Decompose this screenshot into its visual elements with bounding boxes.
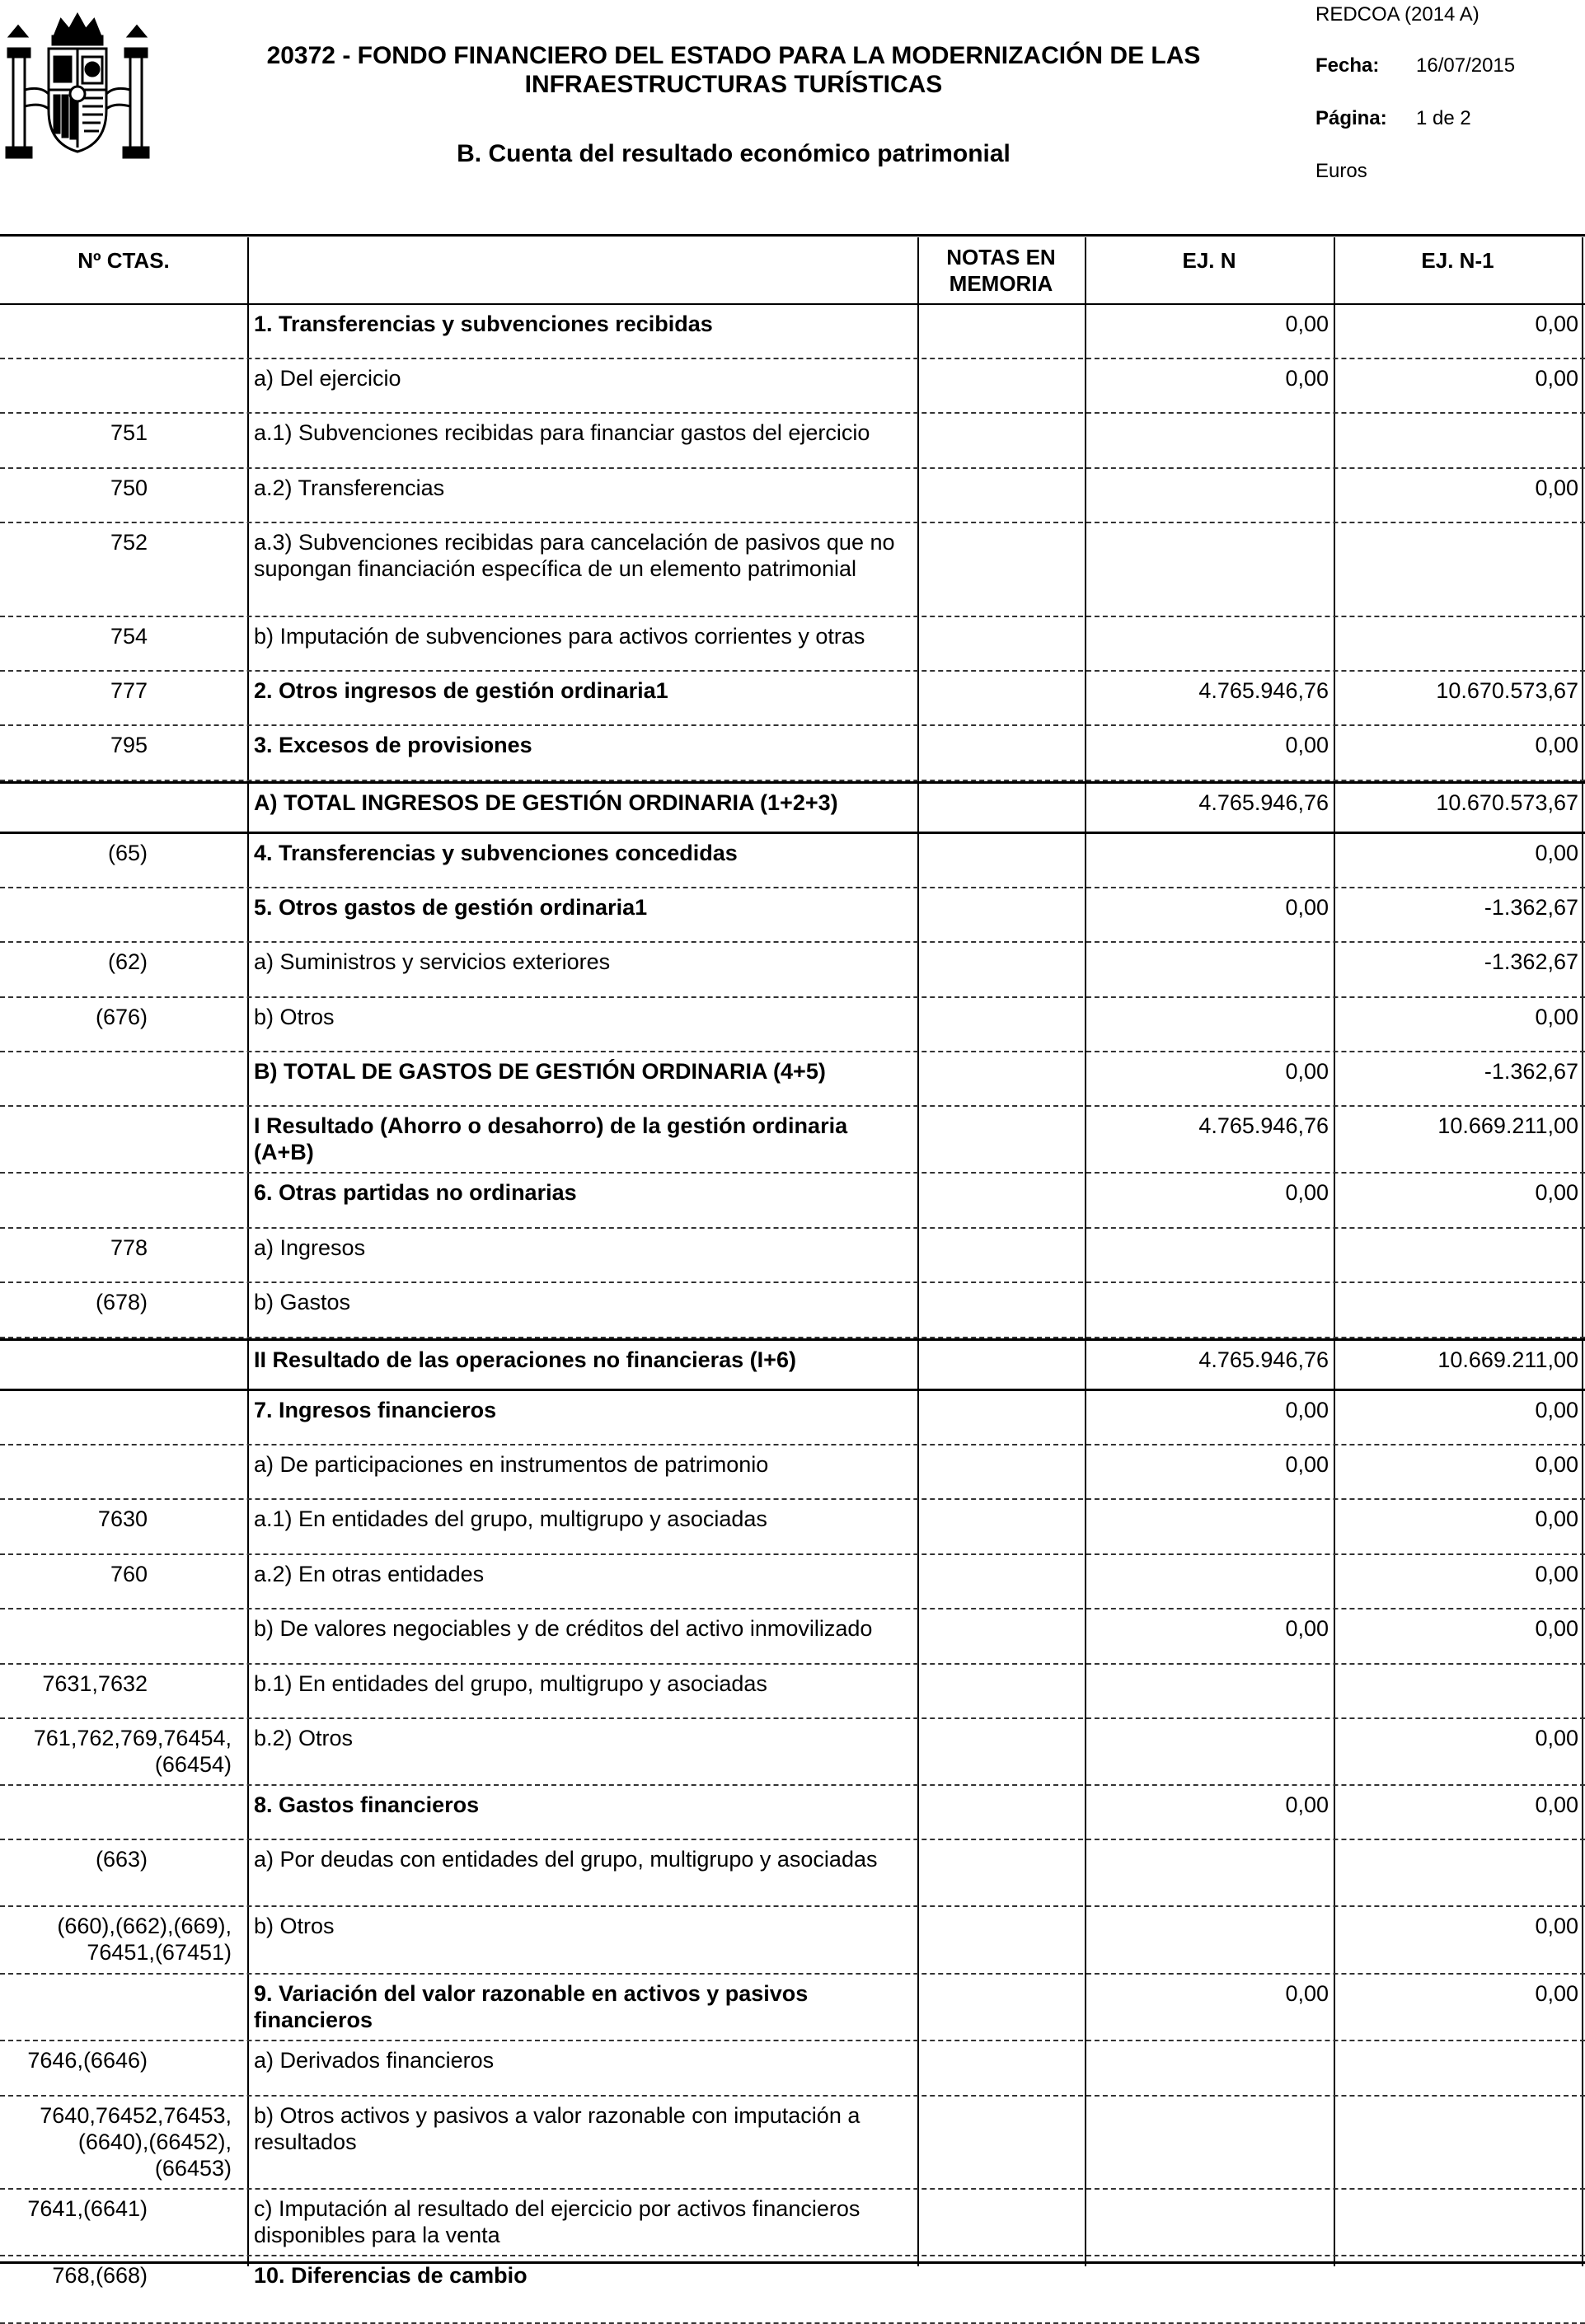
table-row — [0, 834, 1585, 888]
account-cell: 751 — [110, 420, 148, 445]
account-cell — [0, 359, 243, 412]
table-row — [0, 1500, 1585, 1555]
current-year-cell — [1086, 1500, 1332, 1553]
notes-cell — [917, 1391, 1082, 1444]
description-cell: II Resultado de las operaciones no financieras (I+6) — [254, 1347, 796, 1372]
prior-year-cell: 0,00 — [1535, 1005, 1578, 1029]
prior-year-cell: 0,00 — [1535, 1792, 1578, 1817]
description-cell: b) Otros — [254, 1005, 335, 1029]
account-cell: (660),(662),(669), 76451,(67451) — [57, 1914, 232, 1965]
account-cell: (62) — [107, 949, 148, 974]
fecha-row — [1315, 54, 1585, 77]
notes-cell — [917, 523, 1082, 616]
current-year-cell: 4.765.946,76 — [1198, 1113, 1329, 1138]
prior-year-cell: 0,00 — [1535, 1981, 1578, 2006]
current-year-cell — [1086, 1907, 1332, 1973]
current-year-cell — [1086, 1665, 1332, 1717]
description-cell: 6. Otras partidas no ordinarias — [254, 1180, 577, 1205]
table-row — [0, 1975, 1585, 2041]
table-row — [0, 1391, 1585, 1445]
prior-year-cell — [1336, 2097, 1582, 2188]
notes-cell — [917, 1229, 1082, 1281]
prior-year-cell: 10.670.573,67 — [1436, 678, 1578, 703]
description-cell: a) Por deudas con entidades del grupo, multigrupo y asociadas — [254, 1847, 878, 1872]
account-cell: (676) — [95, 1005, 148, 1029]
account-cell — [0, 305, 243, 358]
prior-year-cell — [1336, 1283, 1582, 1337]
description-cell: 2. Otros ingresos de gestión ordinaria1 — [254, 678, 668, 703]
table-row — [0, 1786, 1585, 1840]
description-cell: B) TOTAL DE GASTOS DE GESTIÓN ORDINARIA (4+5) — [254, 1059, 826, 1084]
notes-cell — [917, 1840, 1082, 1905]
current-year-cell: 0,00 — [1285, 1981, 1329, 2006]
prior-year-cell: 0,00 — [1535, 1562, 1578, 1586]
account-cell — [0, 1609, 243, 1663]
table-body — [0, 305, 1585, 2324]
notes-cell — [917, 726, 1082, 780]
account-cell — [0, 1341, 243, 1389]
table-row — [0, 2041, 1585, 2097]
table-row — [0, 1283, 1585, 1338]
table-row — [0, 617, 1585, 672]
description-cell: b) Gastos — [254, 1290, 351, 1314]
account-cell: 7641,(6641) — [27, 2196, 148, 2221]
current-year-cell: 0,00 — [1285, 1180, 1329, 1205]
notes-cell — [917, 1445, 1082, 1498]
description-cell: a.1) Subvenciones recibidas para financiar gastos del ejercicio — [254, 420, 870, 445]
description-cell: I Resultado (Ahorro o desahorro) de la gestión ordinaria (A+B) — [254, 1113, 848, 1164]
prior-year-cell — [1336, 2041, 1582, 2095]
account-cell: 761,762,769,76454, (66454) — [33, 1726, 232, 1777]
current-year-cell — [1086, 414, 1332, 467]
account-cell: 752 — [110, 530, 148, 555]
notes-cell — [917, 1907, 1082, 1973]
table-row — [0, 2190, 1585, 2256]
prior-year-cell — [1336, 2256, 1582, 2322]
account-cell — [0, 1174, 243, 1227]
notes-cell — [917, 617, 1082, 670]
notes-cell — [917, 1283, 1082, 1337]
current-year-cell — [1086, 523, 1332, 616]
notes-cell — [917, 414, 1082, 467]
notes-cell — [917, 1174, 1082, 1227]
description-cell: a.1) En entidades del grupo, multigrupo y asociadas — [254, 1506, 767, 1531]
footer-divider — [0, 2261, 1585, 2264]
description-cell: 9. Variación del valor razonable en activos y pasivos financieros — [254, 1981, 809, 2032]
prior-year-cell: 0,00 — [1535, 1616, 1578, 1641]
current-year-cell — [1086, 617, 1332, 670]
account-cell: (663) — [95, 1847, 148, 1872]
description-cell: 1. Transferencias y subvenciones recibidas — [254, 312, 713, 336]
current-year-cell — [1086, 1283, 1332, 1337]
description-cell: b) Imputación de subvenciones para activos corrientes y otras — [254, 624, 865, 649]
current-year-cell — [1086, 1229, 1332, 1281]
description-cell: a) Ingresos — [254, 1235, 366, 1260]
fecha-label: Fecha: — [1315, 54, 1380, 77]
account-cell: 7640,76452,76453, (6640),(66452), (66453) — [40, 2103, 232, 2181]
prior-year-cell — [1336, 2190, 1582, 2255]
prior-year-cell — [1336, 523, 1582, 616]
table-header — [0, 237, 1585, 305]
account-cell: 7631,7632 — [42, 1671, 148, 1696]
table-row — [0, 523, 1585, 617]
notes-cell — [917, 469, 1082, 522]
prior-year-cell — [1336, 1229, 1582, 1281]
account-cell — [0, 1391, 243, 1444]
notes-cell — [917, 2097, 1082, 2188]
prior-year-cell: 0,00 — [1535, 1398, 1578, 1422]
current-year-cell: 0,00 — [1285, 1452, 1329, 1477]
description-cell: 7. Ingresos financieros — [254, 1398, 497, 1422]
notes-cell — [917, 943, 1082, 996]
table-row — [0, 1665, 1585, 1719]
account-cell: (65) — [107, 841, 148, 865]
notes-cell — [917, 1341, 1082, 1389]
prior-year-cell: 0,00 — [1535, 1180, 1578, 1205]
prior-year-cell: 0,00 — [1535, 841, 1578, 865]
notes-cell — [917, 2190, 1082, 2255]
table-row — [0, 781, 1585, 834]
description-cell: a) Derivados financieros — [254, 2048, 495, 2073]
current-year-cell — [1086, 1719, 1332, 1784]
prior-year-cell: 0,00 — [1535, 476, 1578, 500]
account-cell — [0, 1107, 243, 1172]
account-cell: 795 — [110, 733, 148, 757]
description-cell: b) Otros activos y pasivos a valor razonable con imputación a resultados — [254, 2103, 860, 2154]
current-year-cell — [1086, 998, 1332, 1051]
prior-year-cell: 0,00 — [1535, 733, 1578, 757]
current-year-cell: 0,00 — [1285, 1792, 1329, 1817]
account-cell — [0, 784, 243, 832]
table-row — [0, 359, 1585, 414]
currency-units: Euros — [1315, 160, 1367, 182]
fecha-value: 16/07/2015 — [1416, 54, 1516, 77]
description-cell: a.2) En otras entidades — [254, 1562, 485, 1586]
account-cell: 754 — [110, 624, 148, 649]
prior-year-cell: 0,00 — [1535, 1452, 1578, 1477]
description-cell: 3. Excesos de provisiones — [254, 733, 532, 757]
table-row — [0, 1338, 1585, 1391]
notes-cell — [917, 2256, 1082, 2322]
table-row — [0, 943, 1585, 998]
current-year-cell: 0,00 — [1285, 366, 1329, 391]
col-header-notas-line1: NOTAS EN — [946, 245, 1056, 269]
notes-cell — [917, 834, 1082, 887]
table-row — [0, 1719, 1585, 1786]
prior-year-cell: 10.670.573,67 — [1436, 790, 1578, 815]
table-row — [0, 2097, 1585, 2190]
notes-cell — [917, 672, 1082, 724]
current-year-cell: 0,00 — [1285, 1398, 1329, 1422]
description-cell: a) Del ejercicio — [254, 366, 401, 391]
account-cell — [0, 1786, 243, 1839]
prior-year-cell: 10.669.211,00 — [1437, 1113, 1578, 1138]
table-row — [0, 888, 1585, 943]
description-cell: b) De valores negociables y de créditos del activo inmovilizado — [254, 1616, 873, 1641]
table-row — [0, 1174, 1585, 1229]
current-year-cell — [1086, 2256, 1332, 2322]
prior-year-cell: -1.362,67 — [1484, 895, 1578, 920]
prior-year-cell: 0,00 — [1535, 1726, 1578, 1750]
notes-cell — [917, 998, 1082, 1051]
prior-year-cell: 0,00 — [1535, 1506, 1578, 1531]
description-cell: 10. Diferencias de cambio — [254, 2263, 528, 2288]
pagina-value: 1 de 2 — [1416, 107, 1471, 129]
account-cell: 778 — [110, 1235, 148, 1260]
current-year-cell — [1086, 2190, 1332, 2255]
account-cell: 7630 — [97, 1506, 148, 1531]
col-header-notas-line2: MEMORIA — [949, 271, 1053, 296]
prior-year-cell — [1336, 1840, 1582, 1905]
description-cell: c) Imputación al resultado del ejercicio por activos financieros disponibles para la venta — [254, 2196, 860, 2247]
prior-year-cell: 0,00 — [1535, 312, 1578, 336]
current-year-cell: 4.765.946,76 — [1198, 1347, 1329, 1372]
notes-cell — [917, 1555, 1082, 1608]
pagina-row — [1315, 107, 1585, 130]
account-cell: 760 — [110, 1562, 148, 1586]
description-cell: a) De participaciones en instrumentos de patrimonio — [254, 1452, 769, 1477]
table-row — [0, 1445, 1585, 1500]
table-row — [0, 305, 1585, 359]
spanish-coat-of-arms-icon — [3, 12, 152, 168]
notes-cell — [917, 888, 1082, 941]
current-year-cell — [1086, 834, 1332, 887]
account-cell: 7646,(6646) — [27, 2048, 148, 2073]
current-year-cell — [1086, 469, 1332, 522]
current-year-cell: 4.765.946,76 — [1198, 678, 1329, 703]
report-code: REDCOA (2014 A) — [1315, 3, 1479, 26]
notes-cell — [917, 1786, 1082, 1839]
table-row — [0, 726, 1585, 781]
col-header-ej-n: EJ. N — [1182, 248, 1236, 273]
notes-cell — [917, 2041, 1082, 2095]
prior-year-cell: -1.362,67 — [1484, 1059, 1578, 1084]
account-cell: (678) — [95, 1290, 148, 1314]
table-row — [0, 1555, 1585, 1609]
description-cell: 5. Otros gastos de gestión ordinaria1 — [254, 895, 648, 920]
table-row — [0, 1052, 1585, 1107]
table-row — [0, 469, 1585, 523]
notes-cell — [917, 1719, 1082, 1784]
table-row — [0, 1609, 1585, 1665]
notes-cell — [917, 1975, 1082, 2040]
account-cell: 750 — [110, 476, 148, 500]
report-title-block — [198, 41, 1269, 168]
notes-cell — [917, 359, 1082, 412]
header-divider — [0, 234, 1585, 237]
report-title-line2: INFRAESTRUCTURAS TURÍSTICAS — [524, 71, 943, 98]
description-cell: b.1) En entidades del grupo, multigrupo y asociadas — [254, 1671, 767, 1696]
prior-year-cell — [1336, 1665, 1582, 1717]
account-cell — [0, 1445, 243, 1498]
current-year-cell — [1086, 1555, 1332, 1608]
prior-year-cell: 0,00 — [1535, 1914, 1578, 1938]
current-year-cell: 4.765.946,76 — [1198, 790, 1329, 815]
description-cell: a.3) Subvenciones recibidas para cancelación de pasivos que no supongan financiación específica de un elemento patrimonial — [254, 530, 895, 581]
account-cell — [0, 888, 243, 941]
col-header-ej-n1: EJ. N-1 — [1421, 248, 1494, 273]
table-row — [0, 672, 1585, 726]
notes-cell — [917, 1609, 1082, 1663]
description-cell: a.2) Transferencias — [254, 476, 445, 500]
description-cell: b) Otros — [254, 1914, 335, 1938]
account-cell — [0, 1052, 243, 1105]
col-header-notas — [917, 244, 1085, 297]
description-cell: b.2) Otros — [254, 1726, 354, 1750]
pagina-label: Página: — [1315, 107, 1387, 129]
results-table — [0, 237, 1585, 2324]
table-row — [0, 414, 1585, 469]
current-year-cell: 0,00 — [1285, 312, 1329, 336]
notes-cell — [917, 1500, 1082, 1553]
current-year-cell — [1086, 2041, 1332, 2095]
current-year-cell: 0,00 — [1285, 733, 1329, 757]
prior-year-cell — [1336, 617, 1582, 670]
report-title-line1: 20372 - FONDO FINANCIERO DEL ESTADO PARA LA MODERNIZACIÓN DE LAS — [266, 42, 1201, 69]
current-year-cell — [1086, 2097, 1332, 2188]
current-year-cell: 0,00 — [1285, 1059, 1329, 1084]
report-subtitle: B. Cuenta del resultado económico patrimonial — [457, 140, 1011, 167]
current-year-cell — [1086, 943, 1332, 996]
table-row — [0, 1229, 1585, 1283]
notes-cell — [917, 1665, 1082, 1717]
account-cell: 768,(668) — [52, 2263, 148, 2288]
notes-cell — [917, 1107, 1082, 1172]
table-row — [0, 2256, 1585, 2324]
prior-year-cell — [1336, 414, 1582, 467]
notes-cell — [917, 305, 1082, 358]
description-cell: A) TOTAL INGRESOS DE GESTIÓN ORDINARIA (1+2+3) — [254, 790, 838, 815]
account-cell — [0, 1975, 243, 2040]
prior-year-cell: 10.669.211,00 — [1437, 1347, 1578, 1372]
notes-cell — [917, 784, 1082, 832]
table-row — [0, 1907, 1585, 1975]
description-cell: a) Suministros y servicios exteriores — [254, 949, 611, 974]
description-cell: 8. Gastos financieros — [254, 1792, 480, 1817]
current-year-cell: 0,00 — [1285, 895, 1329, 920]
notes-cell — [917, 1052, 1082, 1105]
current-year-cell — [1086, 1840, 1332, 1905]
table-row — [0, 1107, 1585, 1174]
current-year-cell: 0,00 — [1285, 1616, 1329, 1641]
table-row — [0, 998, 1585, 1052]
prior-year-cell: -1.362,67 — [1484, 949, 1578, 974]
table-row — [0, 1840, 1585, 1907]
prior-year-cell: 0,00 — [1535, 366, 1578, 391]
account-cell: 777 — [110, 678, 148, 703]
col-header-ctas: Nº CTAS. — [77, 248, 170, 273]
description-cell: 4. Transferencias y subvenciones concedidas — [254, 841, 738, 865]
